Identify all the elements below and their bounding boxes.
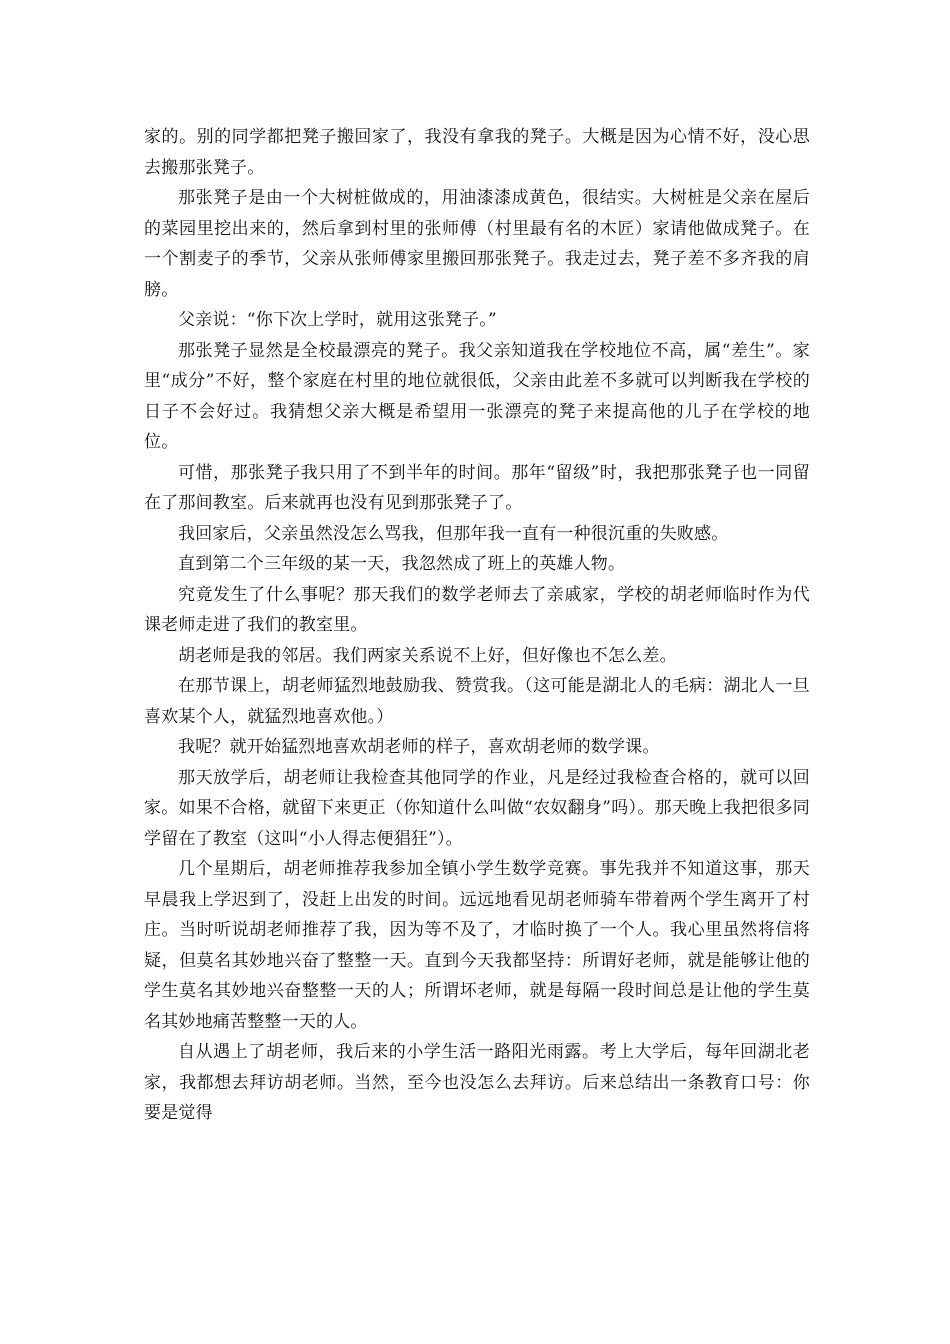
paragraph: 自从遇上了胡老师，我后来的小学生活一路阳光雨露。考上大学后，每年回湖北老家，我都想去拜访胡老师。当然，至今也没怎么去拜访。后来总结出一条教育口号：你要是觉得 [144,1042,810,1123]
paragraph: 家的。别的同学都把凳子搬回家了，我没有拿我的凳子。大概是因为心情不好，没心思去搬那张凳子。 [144,127,810,178]
paragraph: 父亲说：“你下次上学时，就用这张凳子。” [178,310,497,330]
paragraph: 我回家后，父亲虽然没怎么骂我，但那年我一直有一种很沉重的失败感。 [178,523,729,544]
paragraph: 那张凳子显然是全校最漂亮的凳子。我父亲知道我在学校地位不高，属“差生”。家里“成分”不好，整个家庭在村里的地位就很低，父亲由此差不多就可以判断我在学校的日子不会好过。我猜想父亲大概是希望用一张漂亮的凳子来提高他的儿子在学校的地位。 [144,340,810,452]
paragraph: 我呢？就开始猛烈地喜欢胡老师的样子，喜欢胡老师的数学课。 [178,737,660,757]
paragraph: 胡老师是我的邻居。我们两家关系说不上好，但好像也不怎么差。 [178,645,677,666]
paragraph: 直到第二个三年级的某一天，我忽然成了班上的英雄人物。 [178,554,626,574]
paragraph: 那张凳子是由一个大树桩做成的，用油漆漆成黄色，很结实。大树桩是父亲在屋后的菜园里挖出来的，然后拿到村里的张师傅（村里最有名的木匠）家请他做成凳子。在一个割麦子的季节，父亲从张师傅家里搬回那张凳子。我走过去，凳子差不多齐我的肩膀。 [144,188,810,300]
paragraph: 那天放学后，胡老师让我检查其他同学的作业，凡是经过我检查合格的，就可以回家。如果不合格，就留下来更正（你知道什么叫做“农奴翻身”吗）。那天晚上我把很多同学留在了教室（这叫“小人得志便猖狂”）。 [144,767,810,849]
paragraph: 几个星期后，胡老师推荐我参加全镇小学生数学竞赛。事先我并不知道这事，那天早晨我上学迟到了，没赶上出发的时间。远远地看见胡老师骑车带着两个学生离开了村庄。当时听说胡老师推荐了我，因为等不及了，才临时换了一个人。我心里虽然将信将疑，但莫名其妙地兴奋了整整一天。直到今天我都坚持：所谓好老师，就是能够让他的学生莫名其妙地兴奋整整一天的人；所谓坏老师，就是每隔一段时间总是让他的学生莫名其妙地痛苦整整一天的人。 [144,859,810,1032]
document-body [144,122,810,1129]
paragraph: 在那节课上，胡老师猛烈地鼓励我、赞赏我。（这可能是湖北人的毛病：湖北人一旦喜欢某个人，就猛烈地喜欢他。） [144,676,810,727]
paragraph: 可惜，那张凳子我只用了不到半年的时间。那年“留级”时，我把那张凳子也一同留在了那间教室。后来就再也没有见到那张凳子了。 [144,462,810,513]
paragraph: 究竟发生了什么事呢？那天我们的数学老师去了亲戚家，学校的胡老师临时作为代课老师走进了我们的教室里。 [144,584,810,635]
